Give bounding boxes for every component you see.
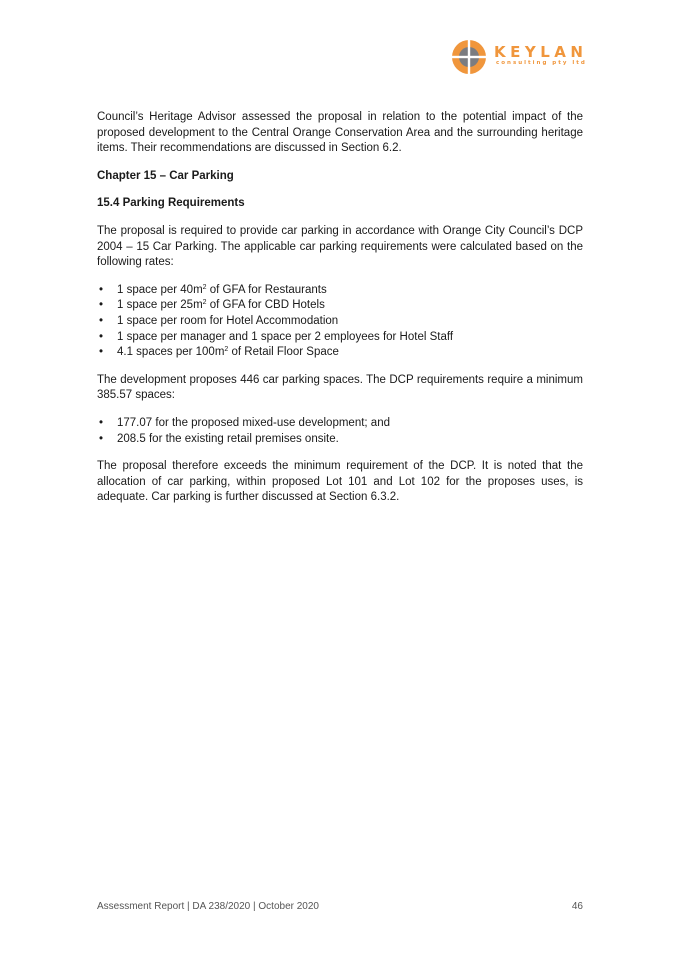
company-logo (452, 40, 602, 76)
page-number: 46 (571, 901, 583, 912)
parking-rates-list (97, 283, 583, 361)
list-item: • 208.5 for the existing retail premises onsite. (97, 432, 583, 448)
report-body (97, 110, 583, 518)
conclusion-paragraph: The proposal therefore exceeds the minimum requirement of the DCP. It is noted that the allocation of car parking, within proposed Lot 101 and Lot 102 for the proposes uses, is adequate. Car parking is further discussed at Section 6.3.2. (97, 460, 583, 504)
logo-wordmark: KEYLAN (494, 43, 588, 61)
proposed-spaces-paragraph: The development proposes 446 car parking spaces. The DCP requirements require a minimum 385.57 spaces: (97, 373, 583, 402)
list-item: • 1 space per room for Hotel Accommodation (97, 314, 583, 330)
section-heading: 15.4 Parking Requirements (97, 197, 245, 210)
footer-report-info: Assessment Report | DA 238/2020 | October 2020 (97, 901, 319, 912)
logo-tagline: consulting pty ltd (496, 60, 587, 66)
requirements-paragraph: The proposal is required to provide car parking in accordance with Orange City Council’s DCP 2004 – 15 Car Parking. The applicable car parking requirements were calculated based on the following rates: (97, 224, 583, 269)
required-spaces-list (97, 416, 583, 447)
list-item: • 177.07 for the proposed mixed-use development; and (97, 416, 583, 432)
logo-cross-vertical (468, 40, 470, 74)
list-item: • 1 space per manager and 1 space per 2 employees for Hotel Staff (97, 330, 583, 346)
list-item: • 4.1 spaces per $100m^2$ of Retail Floor Space (97, 345, 583, 361)
heritage-paragraph: Council’s Heritage Advisor assessed the proposal in relation to the potential impact of the proposed development to the Central Orange Conservation Area and the surrounding heritage items. Their recommendations are discussed in Section 6.2. (97, 111, 583, 155)
keylan-logo-icon (452, 40, 486, 74)
list-item: • 1 space per $25m^2$ of GFA for CBD Hotels (97, 298, 583, 314)
chapter-heading: Chapter 15 – Car Parking (97, 169, 234, 182)
list-item: • 1 space per $40m^2$ of GFA for Restaurants (97, 283, 583, 299)
